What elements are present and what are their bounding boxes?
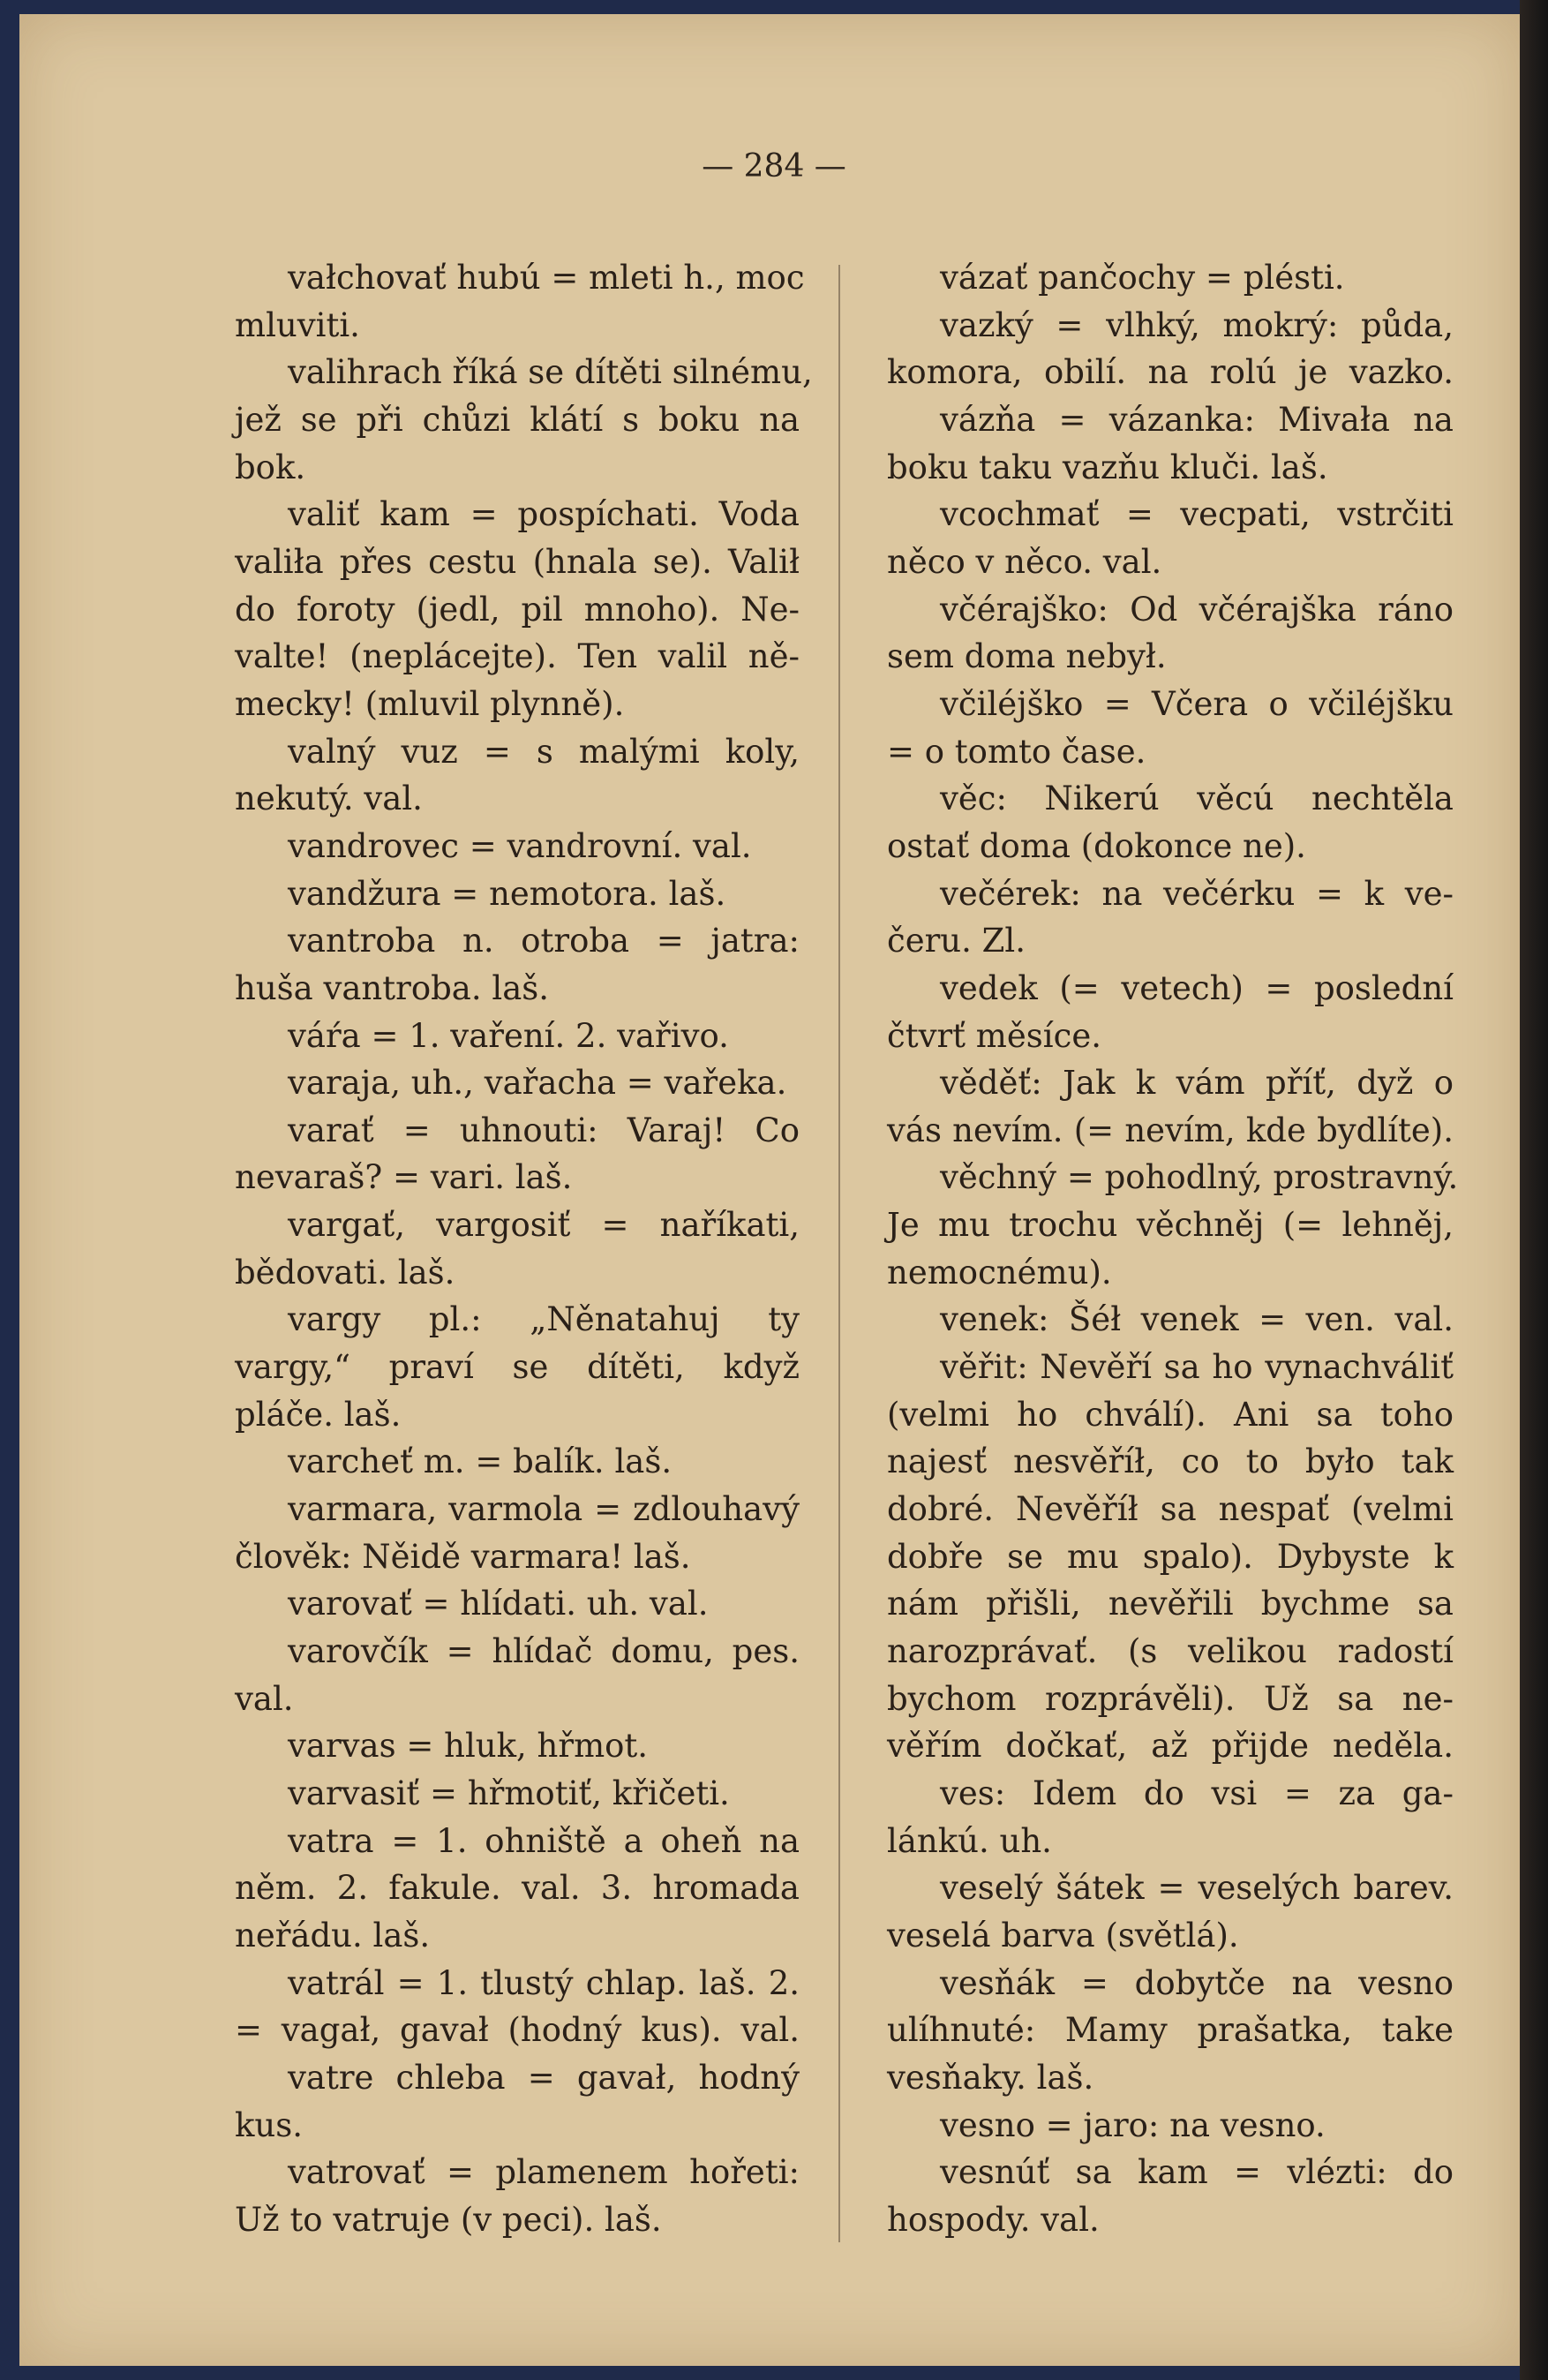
text-line: večérek: na večérku = k ve-	[940, 874, 1454, 913]
text-line: venek: Šéł venek = ven. val.	[940, 1300, 1454, 1339]
text-line: mecky! (mluvil plynně).	[235, 684, 625, 723]
text-line: vatrál = 1. tlustý chlap. laš. 2.	[288, 1963, 800, 2002]
text-line: varať = uhnouti: Varaj! Co	[288, 1111, 800, 1149]
text-line: lánkú. uh.	[887, 1821, 1052, 1860]
text-line: nekutý. val.	[235, 780, 423, 818]
text-line: včiléjško = Včera o včiléjšku	[940, 684, 1454, 723]
text-line: vazký = vlhký, mokrý: půda,	[940, 305, 1454, 344]
text-line: vesňaky. laš.	[887, 2058, 1094, 2097]
text-line: boku taku vazňu kluči. laš.	[887, 448, 1328, 486]
text-line: Už to vatruje (v peci). laš.	[235, 2200, 662, 2239]
text-line: vargy,“ praví se dítěti, když	[235, 1348, 800, 1387]
text-line: = o tomto čase.	[887, 732, 1146, 771]
text-line: bok.	[235, 448, 306, 486]
text-line: (velmi ho chválí). Ani sa toho	[887, 1395, 1454, 1434]
text-line: věřím dočkať, až přijde neděla.	[887, 1727, 1454, 1766]
text-line: varvas = hluk, hřmot.	[288, 1727, 649, 1766]
text-line: valný vuz = s malými koly,	[288, 732, 800, 771]
text-line: věřit: Nevěří sa ho vynachváliť	[940, 1348, 1454, 1387]
text-line: narozprávať. (s velikou radostí	[887, 1632, 1454, 1671]
text-line: jež se při chůzi klátí s boku na	[235, 400, 800, 439]
text-line: valihrach říká se dítěti silnému,	[288, 353, 813, 392]
text-line: val.	[235, 1679, 294, 1718]
text-line: vandrovec = vandrovní. val.	[288, 826, 752, 865]
text-line: mluviti.	[235, 305, 360, 344]
book-spine	[1520, 0, 1548, 2380]
text-line: vesno = jaro: na vesno.	[940, 2105, 1326, 2144]
text-line: do foroty (jedl, pil mnoho). Ne-	[235, 590, 800, 629]
text-line: varovčík = hlídač domu, pes.	[288, 1632, 800, 1671]
column-divider	[838, 265, 840, 2242]
text-line: vargať, vargosiť = naříkati,	[288, 1206, 800, 1245]
text-line: vałchovať hubú = mleti h., moc	[288, 259, 805, 297]
text-line: sem doma nebył.	[887, 637, 1167, 676]
text-line: kus.	[235, 2105, 303, 2144]
text-line: bychom rozprávěli). Už sa ne-	[887, 1679, 1454, 1718]
text-line: varovať = hlídati. uh. val.	[288, 1585, 709, 1623]
text-line: neřádu. laš.	[235, 1916, 431, 1954]
text-line: ostať doma (dokonce ne).	[887, 826, 1306, 865]
text-line: nevaraš? = vari. laš.	[235, 1158, 573, 1197]
text-line: včérajško: Od včérajška ráno	[940, 590, 1454, 629]
text-line: věděť: Jak k vám příť, dyž o	[940, 1064, 1454, 1103]
text-line: vandžura = nemotora. laš.	[288, 874, 726, 913]
text-line: vedek (= vetech) = poslední	[940, 968, 1454, 1007]
text-line: hospody. val.	[887, 2200, 1100, 2239]
text-line: varcheť m. = balík. laš.	[288, 1442, 673, 1481]
text-line: varmara, varmola = zdlouhavý	[288, 1490, 800, 1529]
text-line: najesť nesvěříł, co to było tak	[887, 1442, 1454, 1481]
text-line: něco v něco. val.	[887, 542, 1162, 581]
text-line: Je mu trochu věchněj (= lehněj,	[887, 1206, 1454, 1245]
text-line: dobře se mu spalo). Dybyste k	[887, 1537, 1454, 1576]
text-line: veselá barva (světlá).	[887, 1916, 1239, 1954]
text-line: vesnúť sa kam = vlézti: do	[940, 2153, 1454, 2192]
right-column	[887, 256, 1459, 2242]
text-line: vesňák = dobytče na vesno	[940, 1963, 1454, 2002]
text-line: valiła přes cestu (hnala se). Valił	[235, 542, 800, 581]
text-line: huša vantroba. laš.	[235, 968, 549, 1007]
left-column	[235, 256, 813, 2242]
text-line: valiť kam = pospíchati. Voda	[288, 495, 800, 534]
text-line: vatrovať = plamenem hořeti:	[288, 2153, 800, 2192]
text-line: valte! (neplácejte). Ten valil ně-	[235, 637, 800, 676]
text-line: vatre chleba = gavał, hodný	[288, 2058, 800, 2097]
text-line: něm. 2. fakule. val. 3. hromada	[235, 1869, 800, 1908]
text-line: vatra = 1. ohniště a oheň na	[288, 1821, 800, 1860]
text-line: = vagał, gavał (hodný kus). val.	[235, 2011, 800, 2050]
text-line: varaja, uh., vařacha = vařeka.	[288, 1064, 787, 1103]
text-line: věc: Nikerú věcú nechtěla	[940, 780, 1454, 818]
text-line: vcochmať = vecpati, vstrčiti	[940, 495, 1454, 534]
text-line: čtvrť měsíce.	[887, 1016, 1101, 1055]
text-line: vázňa = vázanka: Mivała na	[940, 400, 1454, 439]
text-line: ves: Idem do vsi = za ga-	[940, 1774, 1454, 1812]
text-line: nám přišli, nevěřili bychme sa	[887, 1585, 1454, 1623]
text-line: veselý šátek = veselých barev.	[940, 1869, 1454, 1908]
text-line: pláče. laš.	[235, 1395, 402, 1434]
text-line: čeru. Zl.	[887, 922, 1026, 960]
text-line: dobré. Nevěříł sa nespať (velmi	[887, 1490, 1454, 1529]
text-line: bědovati. laš.	[235, 1253, 455, 1292]
text-line: váŕa = 1. vaření. 2. vařivo.	[288, 1016, 729, 1055]
text-line: varvasiť = hřmotiť, křičeti.	[288, 1774, 730, 1812]
page-number: — 284 —	[702, 148, 846, 185]
text-line: vázať pančochy = plésti.	[940, 259, 1345, 297]
text-line: komora, obilí. na rolú je vazko.	[887, 353, 1454, 392]
text-line: věchný = pohodlný, prostravný.	[940, 1158, 1459, 1197]
text-line: vargy pl.: „Něnatahuj ty	[288, 1300, 800, 1339]
text-line: ulíhnuté: Mamy prašatka, take	[887, 2011, 1454, 2050]
text-line: nemocnému).	[887, 1253, 1112, 1292]
text-line: člověk: Něidě varmara! laš.	[235, 1537, 691, 1576]
text-line: vás nevím. (= nevím, kde bydlíte).	[887, 1111, 1454, 1149]
text-line: vantroba n. otroba = jatra:	[288, 922, 800, 960]
